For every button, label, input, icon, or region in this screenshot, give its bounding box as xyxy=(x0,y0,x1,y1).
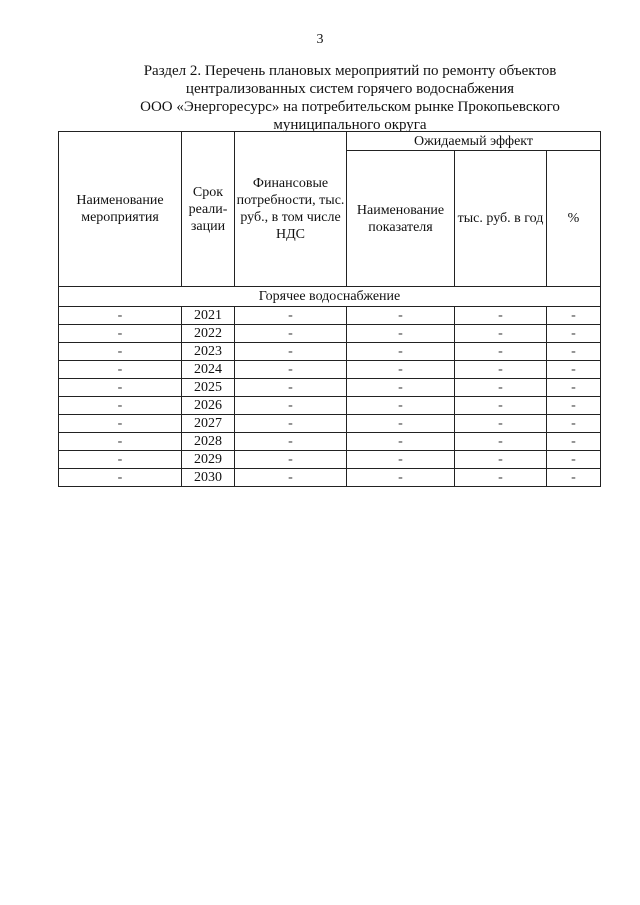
section-title xyxy=(110,62,590,134)
cell-year: 2021 xyxy=(182,307,235,325)
cell-name: - xyxy=(59,451,182,469)
cell-name: - xyxy=(59,379,182,397)
table-row xyxy=(59,397,601,415)
cell-year: 2029 xyxy=(182,451,235,469)
cell-value: - xyxy=(455,379,547,397)
cell-value: - xyxy=(455,433,547,451)
cell-value: - xyxy=(455,451,547,469)
cell-year: 2028 xyxy=(182,433,235,451)
table-row xyxy=(59,379,601,397)
cell-percent: - xyxy=(547,451,601,469)
cell-name: - xyxy=(59,343,182,361)
table-row xyxy=(59,325,601,343)
header-percent: % xyxy=(547,151,601,287)
table-row xyxy=(59,469,601,487)
cell-indicator: - xyxy=(347,451,455,469)
header-term: Срок реали-зации xyxy=(182,132,235,287)
header-thousand-rub: тыс. руб. в год xyxy=(455,151,547,287)
header-effect: Ожидаемый эффект xyxy=(347,132,601,151)
table-row xyxy=(59,361,601,379)
cell-percent: - xyxy=(547,433,601,451)
cell-value: - xyxy=(455,469,547,487)
cell-finance: - xyxy=(235,343,347,361)
cell-indicator: - xyxy=(347,361,455,379)
title-line: муниципального округа xyxy=(273,117,427,133)
cell-name: - xyxy=(59,325,182,343)
cell-year: 2024 xyxy=(182,361,235,379)
title-line: Раздел 2. Перечень плановых мероприятий по ремонту объектов xyxy=(143,63,557,79)
cell-value: - xyxy=(455,325,547,343)
cell-year: 2023 xyxy=(182,343,235,361)
header-indicator: Наименование показателя xyxy=(347,151,455,287)
header-name: Наименование мероприятия xyxy=(59,132,182,287)
cell-year: 2025 xyxy=(182,379,235,397)
page-number: 3 xyxy=(316,32,324,47)
cell-percent: - xyxy=(547,469,601,487)
cell-value: - xyxy=(455,307,547,325)
cell-finance: - xyxy=(235,325,347,343)
cell-indicator: - xyxy=(347,415,455,433)
cell-finance: - xyxy=(235,379,347,397)
cell-value: - xyxy=(455,361,547,379)
cell-name: - xyxy=(59,397,182,415)
cell-year: 2026 xyxy=(182,397,235,415)
cell-indicator: - xyxy=(347,343,455,361)
cell-value: - xyxy=(455,397,547,415)
cell-finance: - xyxy=(235,415,347,433)
plan-table xyxy=(58,131,601,487)
table-row xyxy=(59,451,601,469)
cell-percent: - xyxy=(547,307,601,325)
section-row-hot-water: Горячее водоснабжение xyxy=(59,287,601,307)
cell-percent: - xyxy=(547,397,601,415)
cell-value: - xyxy=(455,415,547,433)
table-row xyxy=(59,415,601,433)
cell-percent: - xyxy=(547,379,601,397)
cell-name: - xyxy=(59,361,182,379)
cell-percent: - xyxy=(547,415,601,433)
cell-indicator: - xyxy=(347,325,455,343)
cell-year: 2022 xyxy=(182,325,235,343)
cell-finance: - xyxy=(235,451,347,469)
table-row xyxy=(59,433,601,451)
table-row xyxy=(59,343,601,361)
cell-name: - xyxy=(59,415,182,433)
cell-year: 2027 xyxy=(182,415,235,433)
cell-name: - xyxy=(59,307,182,325)
table-row xyxy=(59,307,601,325)
title-line: ООО «Энергоресурс» на потребительском рынке Прокопьевского xyxy=(140,99,560,115)
cell-name: - xyxy=(59,469,182,487)
header-finance: Финансовые потребности, тыс. руб., в том числе НДС xyxy=(235,132,347,287)
cell-value: - xyxy=(455,343,547,361)
cell-name: - xyxy=(59,433,182,451)
cell-finance: - xyxy=(235,397,347,415)
cell-indicator: - xyxy=(347,379,455,397)
title-line: централизованных систем горячего водоснабжения xyxy=(185,81,515,97)
cell-indicator: - xyxy=(347,397,455,415)
cell-percent: - xyxy=(547,325,601,343)
cell-indicator: - xyxy=(347,469,455,487)
cell-finance: - xyxy=(235,469,347,487)
cell-year: 2030 xyxy=(182,469,235,487)
cell-finance: - xyxy=(235,433,347,451)
cell-finance: - xyxy=(235,361,347,379)
cell-indicator: - xyxy=(347,307,455,325)
cell-indicator: - xyxy=(347,433,455,451)
cell-finance: - xyxy=(235,307,347,325)
cell-percent: - xyxy=(547,361,601,379)
cell-percent: - xyxy=(547,343,601,361)
